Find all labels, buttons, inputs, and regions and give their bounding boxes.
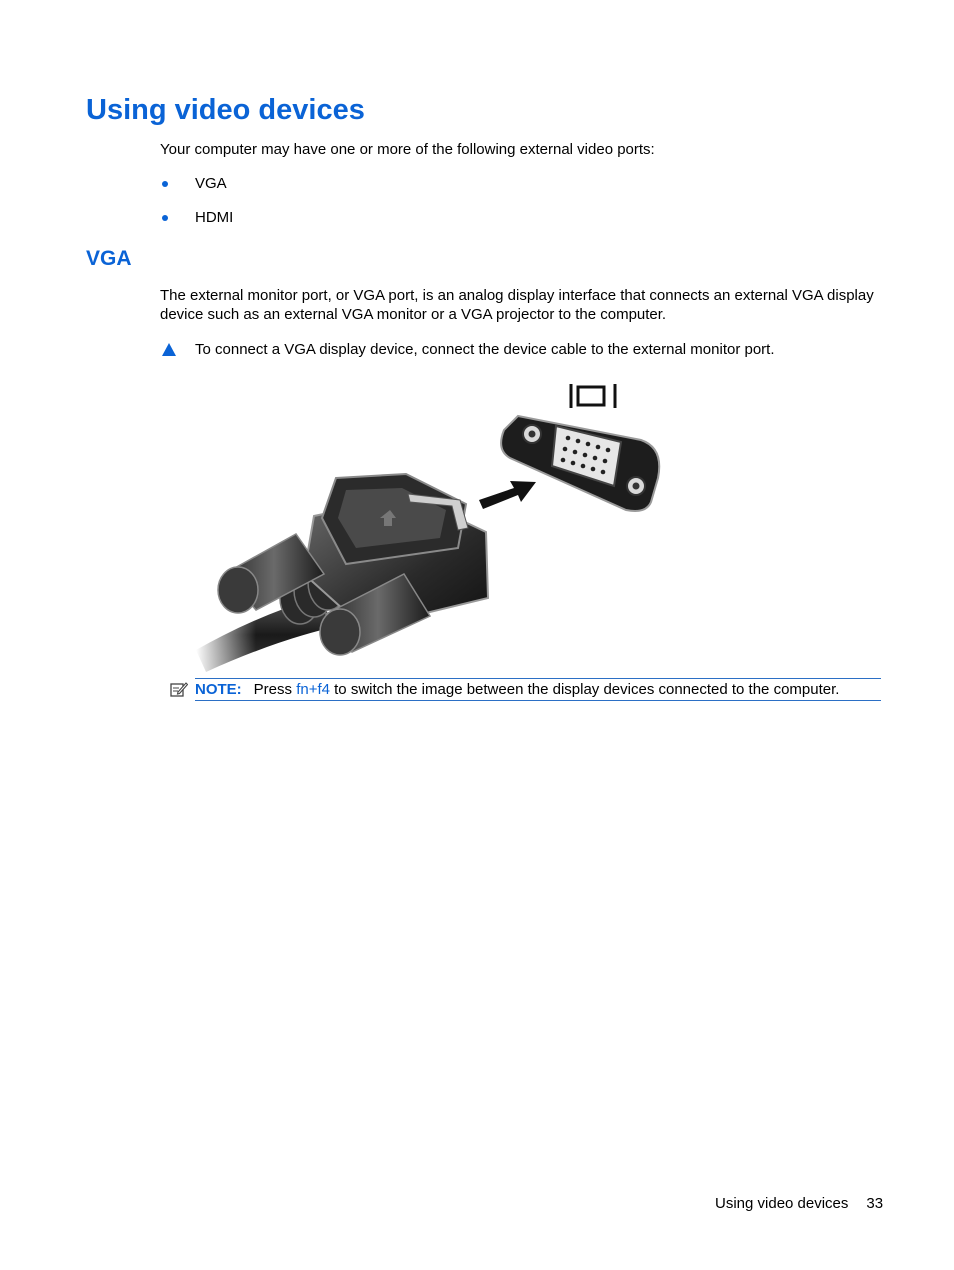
page-title: Using video devices bbox=[86, 94, 365, 126]
footer-title: Using video devices bbox=[715, 1195, 849, 1212]
note-pencil-icon bbox=[170, 681, 188, 698]
triangle-step-icon bbox=[162, 343, 176, 356]
note-key-link[interactable]: fn+f4 bbox=[296, 681, 330, 698]
vga-description: The external monitor port, or VGA port, is an analog display interface that connects an external VGA display device such as an external VGA monitor or a VGA projector to the computer. bbox=[160, 287, 874, 323]
note-box bbox=[195, 678, 881, 701]
insert-arrow-icon bbox=[479, 481, 536, 509]
note-text-pre: Press bbox=[253, 681, 297, 698]
step-text: To connect a VGA display device, connect the device cable to the external monitor port. bbox=[195, 341, 775, 358]
round-bullet-icon bbox=[162, 181, 168, 187]
page-number: 33 bbox=[866, 1195, 884, 1212]
round-bullet-icon bbox=[162, 215, 168, 221]
intro-text: Your computer may have one or more of the following external video ports: bbox=[160, 141, 655, 158]
list-item-label: HDMI bbox=[195, 209, 234, 226]
vga-connection-illustration bbox=[196, 378, 666, 672]
section-heading-vga: VGA bbox=[86, 247, 132, 270]
list-item-label: VGA bbox=[195, 175, 227, 192]
monitor-port-icon bbox=[571, 384, 615, 408]
page-footer bbox=[715, 1194, 883, 1213]
note-text-post: to switch the image between the display devices connected to the computer. bbox=[329, 681, 840, 698]
note-label: NOTE: bbox=[195, 681, 242, 698]
